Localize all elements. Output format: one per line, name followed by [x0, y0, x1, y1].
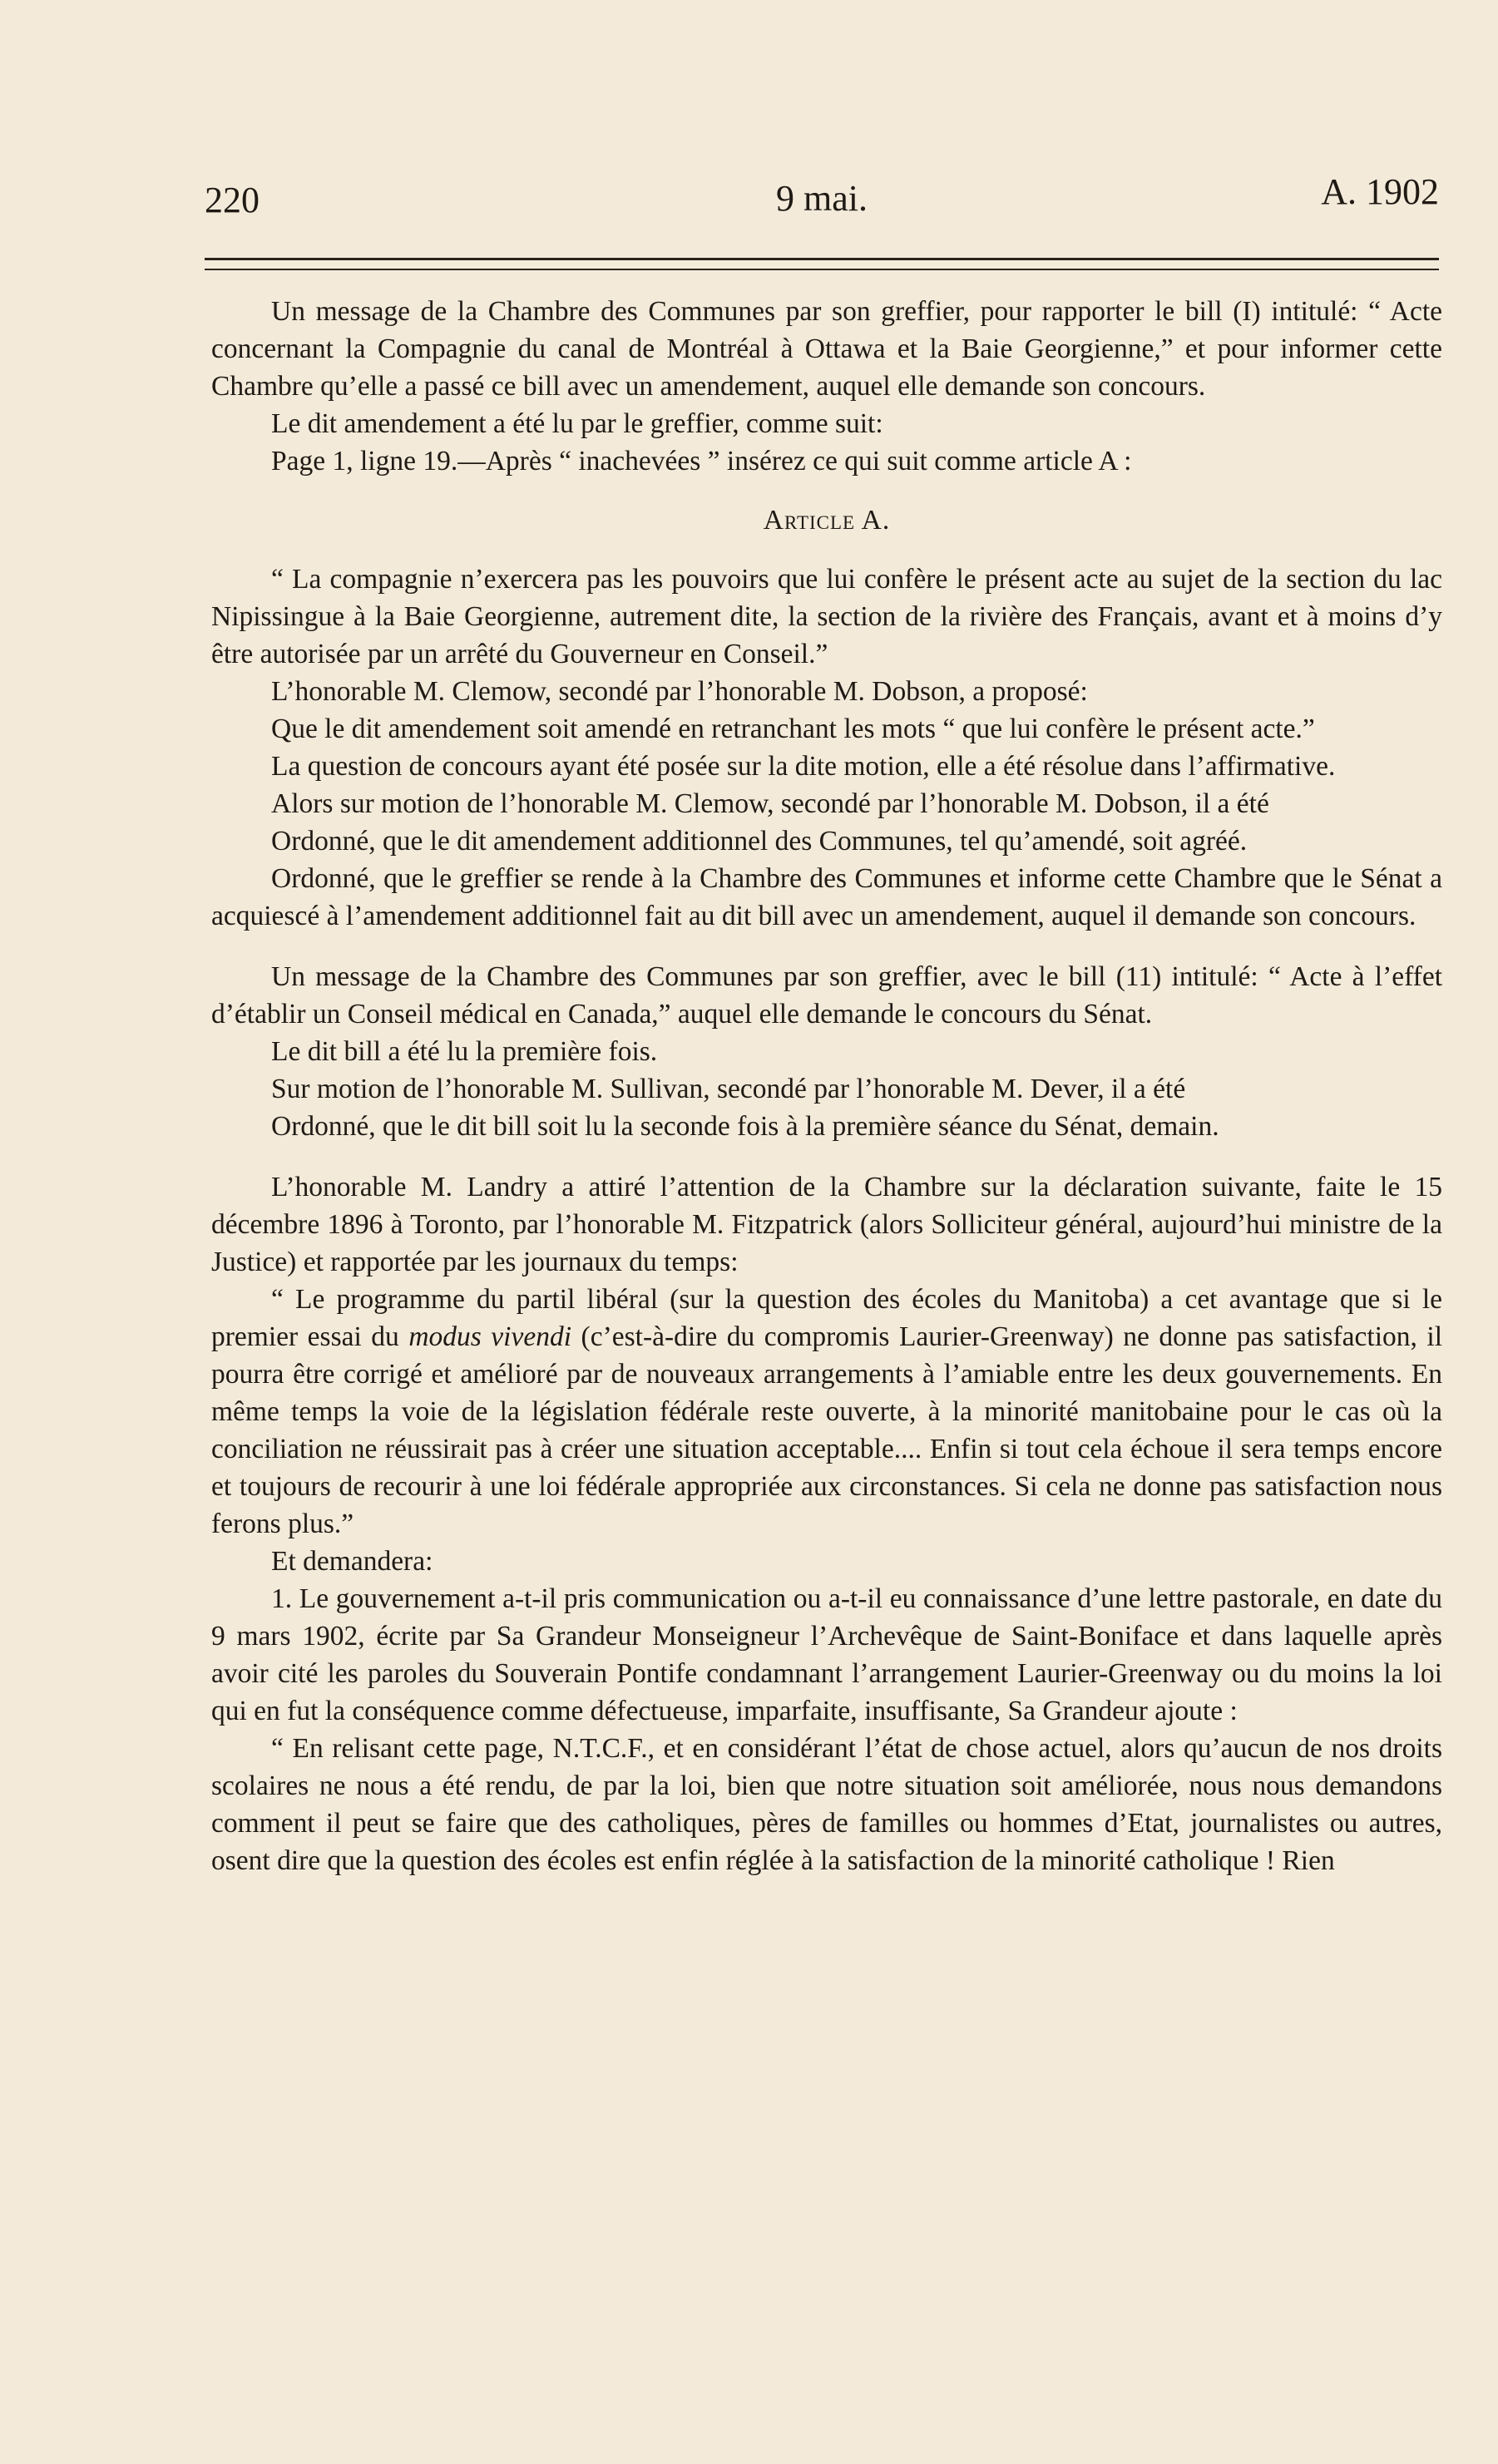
paragraph: Le dit bill a été lu la première fois. [271, 1036, 658, 1067]
paragraph: “ La compagnie n’exercera pas les pouvoirs que lui confère le présent acte au sujet de la section du lac Nipissingue à la Baie Georgienne, autrement dite, la section de la rivière des Français, avant et à moins d’y être autorisée par un arrêté du Gouverneur en Conseil.” [211, 564, 1442, 669]
paragraph: Et demandera: [271, 1546, 433, 1577]
header-rule-top [205, 258, 1439, 260]
paragraph: L’honorable M. Landry a attiré l’attention de la Chambre sur la déclaration suivante, faite le 15 décembre 1896 à Toronto, par l’honorable M. Fitzpatrick (alors Solliciteur général, aujourd’hui ministre de la Justice) et rapportée par les journaux du temps: [211, 1172, 1442, 1277]
paragraph: Que le dit amendement soit amendé en retranchant les mots “ que lui confère le présent acte.” [271, 714, 1315, 744]
paragraph: La question de concours ayant été posée sur la dite motion, elle a été résolue dans l’affirmative. [271, 751, 1336, 782]
paragraph: Un message de la Chambre des Communes par son greffier, pour rapporter le bill (I) intitulé: “ Acte concernant la Compagnie du canal de Montréal à Ottawa et la Baie Georgienne,” et pour informer cette Chambre qu’elle a passé ce bill avec un amendement, auquel elle demande son concours. [211, 296, 1442, 402]
paragraph: “ En relisant cette page, N.T.C.F., et en considérant l’état de chose actuel, alors qu’aucun de nos droits scolaires ne nous a été rendu, de par la loi, bien que notre situation soit améliorée, nous nous demandons comment il peut se faire que des catholiques, pères de familles ou hommes d’Etat, journalistes ou autres, osent dire que la question des écoles est enfin réglée à la satisfaction de la minorité catholique ! Rien [211, 1733, 1442, 1876]
paragraph: Un message de la Chambre des Communes par son greffier, avec le bill (11) intitulé: “ Acte à l’effet d’établir un Conseil médical en Canada,” auquel elle demande le concours du Sénat. [211, 961, 1442, 1030]
section-heading: Article A. [763, 505, 891, 536]
paragraph: L’honorable M. Clemow, secondé par l’honorable M. Dobson, a proposé: [271, 676, 1088, 707]
quote-text-end: (c’est-à-dire du compromis Laurier-Greenway) ne donne pas satisfaction, il pourra être corrigé et amélioré par de nouveaux arrangements à l’amiable entre les deux gouvernements. En même temps la voie de la législation fédérale reste ouverte, à la minorité manitobaine pour le cas où la conciliation ne réussirait pas à créer une situation acceptable.... Enfin si tout cela échoue il sera temps encore et toujours de recourir à une loi fédérale appropriée aux circonstances. Si cela ne donne pas satisfaction nous ferons plus.” [211, 1321, 1443, 1539]
quote-paragraph [211, 1281, 1442, 1543]
paragraph: 1. Le gouvernement a-t-il pris communication ou a-t-il eu connaissance d’une lettre pastorale, en date du 9 mars 1902, écrite par Sa Grandeur Monseigneur l’Archevêque de Saint-Boniface et dans laquelle après avoir cité les paroles du Souverain Pontife condamnant l’arrangement Laurier-Greenway ou du moins la loi qui en fut la conséquence comme défectueuse, imparfaite, insuffisante, Sa Grandeur ajoute : [211, 1583, 1442, 1726]
header-rule-bottom [205, 269, 1439, 270]
paragraph: Alors sur motion de l’honorable M. Clemow, secondé par l’honorable M. Dobson, il a été [271, 788, 1269, 819]
page-date: 9 mai. [776, 178, 868, 219]
paragraph: Page 1, ligne 19.—Après “ inachevées ” insérez ce qui suit comme article A : [271, 446, 1132, 477]
quote-text-start: “ Le programme du partil libéral (sur la question des écoles du Manitoba) a cet avantage que si le premier essai du [211, 1284, 1442, 1352]
paragraph: Ordonné, que le dit amendement additionnel des Communes, tel qu’amendé, soit agréé. [271, 826, 1248, 857]
quote-italic-term: modus vivendi [408, 1321, 572, 1352]
page-year: A. 1902 [1321, 171, 1439, 212]
paragraph-gap [211, 1145, 1442, 1168]
paragraph: Le dit amendement a été lu par le greffier, comme suit: [271, 408, 883, 439]
paragraph-gap [211, 935, 1442, 958]
page-body [211, 293, 1442, 1879]
paragraph: Sur motion de l’honorable M. Sullivan, secondé par l’honorable M. Dever, il a été [271, 1074, 1186, 1104]
paragraph: Ordonné, que le greffier se rende à la Chambre des Communes et informe cette Chambre que le Sénat a acquiescé à l’amendement additionnel fait au dit bill avec un amendement, auquel il demande son concours. [211, 863, 1442, 931]
page-number: 220 [205, 180, 260, 220]
paragraph: Ordonné, que le dit bill soit lu la seconde fois à la première séance du Sénat, demain. [271, 1111, 1219, 1142]
page-header [205, 170, 1439, 229]
